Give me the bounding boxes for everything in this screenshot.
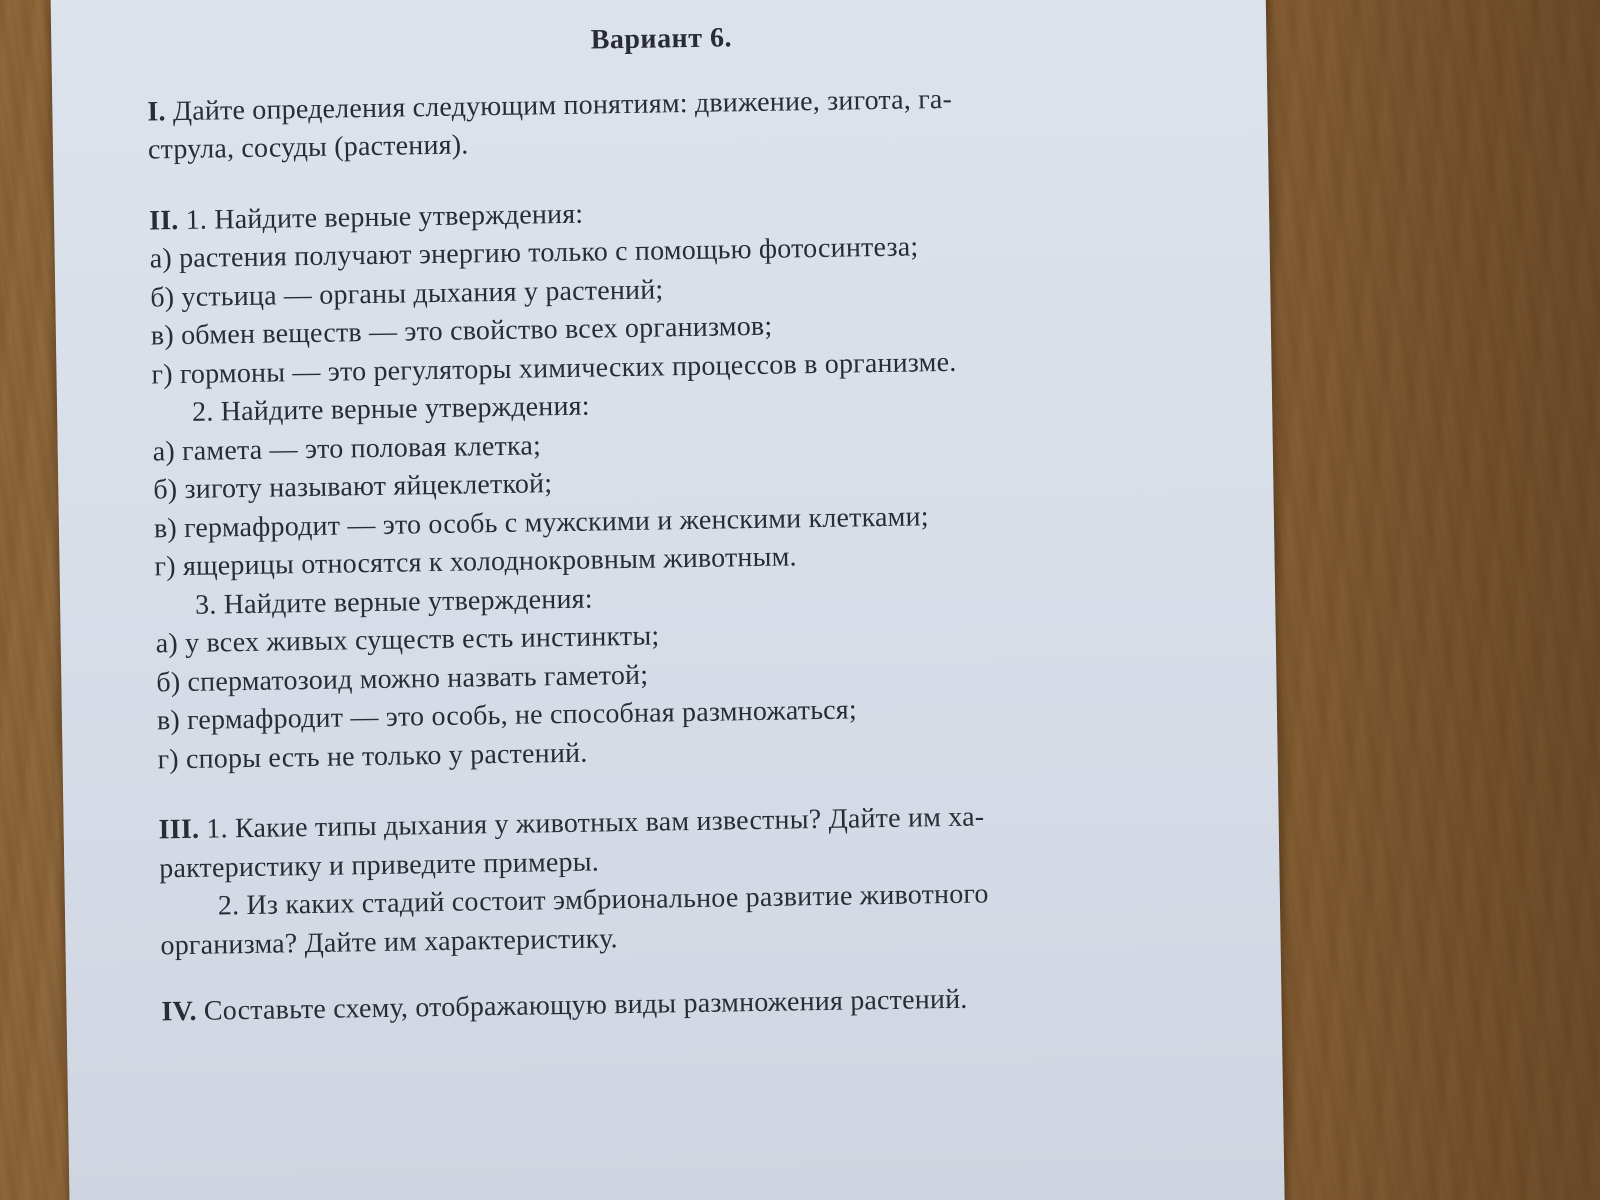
- section-2-q3-head: 3. Найдите верные утверждения:: [194, 583, 593, 621]
- section-2-q3-item-b: б) сперматозоид можно назвать гаметой;: [156, 659, 649, 698]
- section-2-q1-item-d: г) гормоны — это регуляторы химических процессов в организме.: [151, 346, 957, 390]
- section-2-q3-item-c: в) гермафродит — это особь, не способная размножаться;: [156, 694, 858, 737]
- section-2-q2-head: 2. Найдите верные утверждения:: [191, 390, 590, 428]
- section-1-text-1: Дайте определения следующим понятиям: движение, зигота, га-: [172, 83, 953, 127]
- section-2-q3-item-d: г) споры есть не только у растений.: [157, 737, 588, 775]
- section-3-number: III.: [158, 813, 200, 846]
- section-1-line-2: струла, сосуды (растения).: [147, 129, 469, 166]
- section-3-q1-line-2: рактеристику и приведите примеры.: [159, 845, 600, 884]
- section-3-q2-line-1: 2. Из каких стадий состоит эмбриональное развитие животного: [217, 878, 989, 922]
- section-2-q2-item-c: в) гермафродит — это особь с мужскими и женскими клетками;: [153, 500, 929, 544]
- section-2-q1-item-c: в) обмен веществ — это свойство всех организмов;: [150, 310, 773, 352]
- section-2-q1-head-text: 1. Найдите верные утверждения:: [185, 198, 584, 236]
- section-1-number: I.: [147, 95, 166, 127]
- section-4-text: Составьте схему, отображающую виды размножения растений.: [203, 983, 968, 1027]
- section-2-q2-item-a: а) гамета — это половая клетка;: [152, 429, 542, 467]
- section-3-q1-text-1: 1. Какие типы дыхания у животных вам известны? Дайте им ха-: [206, 801, 985, 845]
- section-2-number: II.: [148, 204, 179, 236]
- worksheet-content: [146, 13, 1162, 1032]
- worksheet-title: Вариант 6.: [590, 22, 733, 56]
- section-4-number: IV.: [161, 995, 197, 1028]
- section-2-q1-item-b: б) устьица — органы дыхания у растений;: [150, 273, 664, 313]
- paper-sheet: [50, 0, 1285, 1200]
- section-2-q3-item-a: а) у всех живых существ есть инстинкты;: [155, 620, 660, 660]
- desk-surface: [1260, 0, 1600, 1200]
- section-2-q2-item-b: б) зиготу называют яйцеклеткой;: [153, 468, 553, 506]
- section-2-q2-item-d: г) ящерицы относятся к холоднокровным животным.: [154, 541, 797, 583]
- section-2-q1-item-a: а) растения получают энергию только с помощью фотосинтеза;: [149, 231, 919, 275]
- section-3-q2-line-2: организма? Дайте им характеристику.: [160, 922, 618, 961]
